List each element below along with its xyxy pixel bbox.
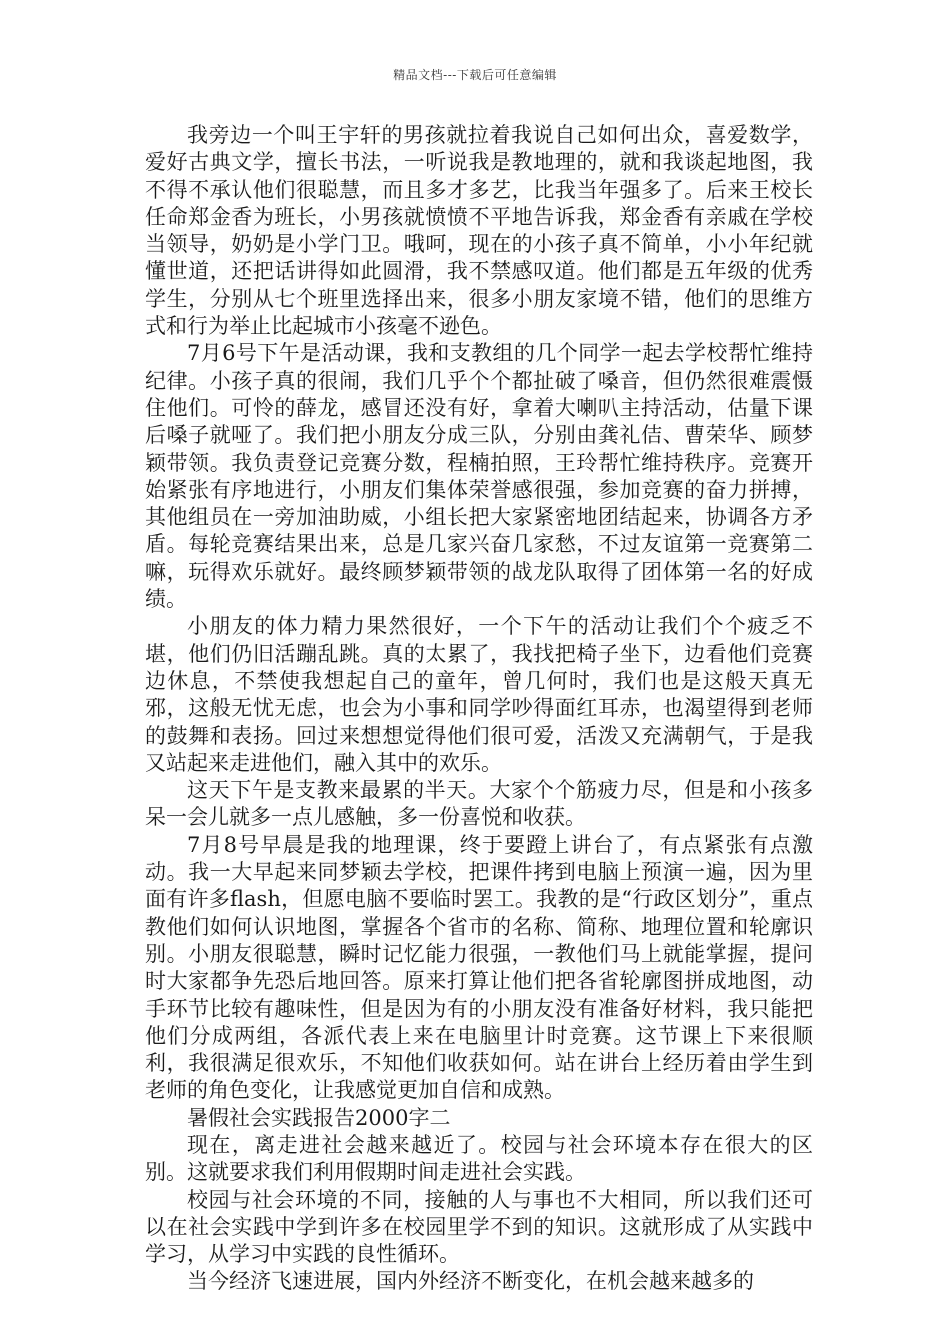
paragraph-3: 小朋友的体力精力果然很好，一个下午的活动让我们个个疲乏不堪，他们仍旧活蹦乱跳。真的太累了，我找把椅子坐下，边看他们竞赛边休息，不禁使我想起自己的童年，曾几何时，我们也是这般天真无邪，这般无忧无虑，也会为小事和同学吵得面红耳赤，也渴望得到老师的鼓舞和表扬。回过来想想觉得他们很可爱，活泼又充满朝气，于是我又站起来走进他们，融入其中的欢乐。 [145, 614, 813, 775]
paragraph-5: 7月8号早晨是我的地理课，终于要蹬上讲台了，有点紧张有点激动。我一大早起来同梦颖去学校，把课件拷到电脑上预演一遍，因为里面有许多flash，但愿电脑不要临时罢工。我教的是“行政区划分”，重点教他们如何认识地图，掌握各个省市的名称、简称、地理位置和轮廓识别。小朋友很聪慧，瞬时记忆能力很强，一教他们马上就能掌握，提问时大家都争先恐后地回答。原来打算让他们把各省轮廓图拼成地图，动手环节比较有趣味性，但是因为有的小朋友没有准备好材料，我只能把他们分成两组，各派代表上来在电脑里计时竞赛。这节课上下来很顺利，我很满足很欢乐，不知他们收获如何。站在讲台上经历着由学生到老师的角色变化，让我感觉更加自信和成熟。 [145, 832, 813, 1103]
paragraph-2: 7月6号下午是活动课，我和支教组的几个同学一起去学校帮忙维持纪律。小孩子真的很闹，我们几乎个个都扯破了嗓音，但仍然很难震慑住他们。可怜的薛龙，感冒还没有好，拿着大喇叭主持活动，估量下课后嗓子就哑了。我们把小朋友分成三队，分别由龚礼佶、曹荣华、顾梦颖带领。我负责登记竞赛分数，程楠拍照，王玲帮忙维持秩序。竞赛开始紧张有序地进行，小朋友们集体荣誉感很强，参加竞赛的奋力拼搏，其他组员在一旁加油助威，小组长把大家紧密地团结起来，协调各方矛盾。每轮竞赛结果出来，总是几家兴奋几家愁，不过友谊第一竞赛第二嘛，玩得欢乐就好。最终顾梦颖带领的战龙队取得了团体第一名的好成绩。 [145, 341, 813, 612]
page-header-note: 精品文档---下载后可任意编辑 [393, 68, 557, 82]
paragraph-7: 校园与社会环境的不同，接触的人与事也不大相同，所以我们还可以在社会实践中学到许多在校园里学不到的知识。这就形成了从实践中学习，从学习中实践的良性循环。 [145, 1187, 813, 1267]
paragraph-6: 现在，离走进社会越来越近了。校园与社会环境本存在很大的区别。这就要求我们利用假期时间走进社会实践。 [145, 1132, 813, 1185]
paragraph-4: 这天下午是支教来最累的半天。大家个个筋疲力尽，但是和小孩多呆一会儿就多一点儿感触，多一份喜悦和收获。 [145, 778, 813, 830]
document-body [145, 122, 813, 1296]
paragraph-1: 我旁边一个叫王宇轩的男孩就拉着我说自己如何出众，喜爱数学，爱好古典文学，擅长书法，一听说我是教地理的，就和我谈起地图，我不得不承认他们很聪慧，而且多才多艺，比我当年强多了。后来王校长任命郑金香为班长，小男孩就愤愤不平地告诉我，郑金香有亲戚在学校当领导，奶奶是小学门卫。哦呵，现在的小孩子真不简单，小小年纪就懂世道，还把话讲得如此圆滑，我不禁感叹道。他们都是五年级的优秀学生，分别从七个班里选择出来，很多小朋友家境不错，他们的思维方式和行为举止比起城市小孩毫不逊色。 [145, 123, 813, 339]
paragraph-8: 当今经济飞速进展，国内外经济不断变化，在机会越来越多的 [187, 1269, 754, 1294]
section-heading: 暑假社会实践报告2000字二 [187, 1105, 451, 1130]
